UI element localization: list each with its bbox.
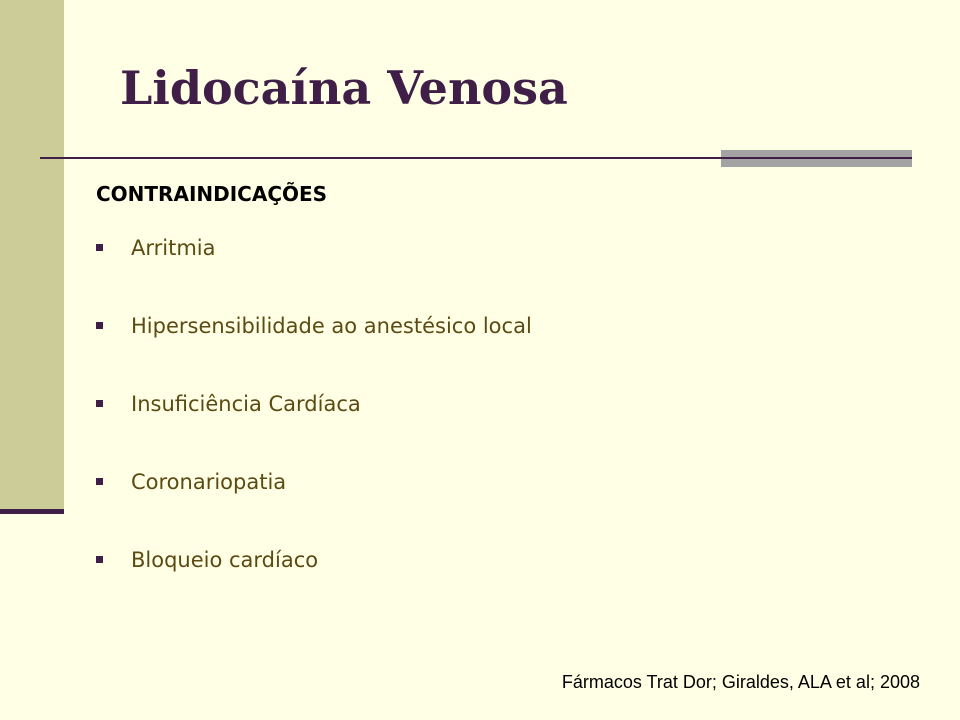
bullet-item xyxy=(96,538,532,616)
section-heading: CONTRAINDICAÇÕES xyxy=(96,182,328,206)
left-decorative-band xyxy=(0,0,64,510)
bullet-text: Bloqueio cardíaco xyxy=(131,548,319,572)
bullet-text: Hipersensibilidade ao anestésico local xyxy=(131,314,532,338)
title-divider-line xyxy=(40,157,912,159)
bullet-item xyxy=(96,304,532,382)
bullet-list xyxy=(96,226,532,616)
slide-title: Lidocaína Venosa xyxy=(120,61,568,115)
square-bullet-icon xyxy=(96,478,103,485)
square-bullet-icon xyxy=(96,244,103,251)
square-bullet-icon xyxy=(96,556,103,563)
bullet-item xyxy=(96,382,532,460)
left-accent-bar xyxy=(0,509,64,514)
citation-text: Fármacos Trat Dor; Giraldes, ALA et al; 2008 xyxy=(561,672,920,692)
bullet-text: Arritmia xyxy=(131,236,216,260)
bullet-text: Insuficiência Cardíaca xyxy=(131,392,361,416)
bullet-item xyxy=(96,460,532,538)
bullet-text: Coronariopatia xyxy=(131,470,287,494)
square-bullet-icon xyxy=(96,322,103,329)
bullet-item xyxy=(96,226,532,304)
square-bullet-icon xyxy=(96,400,103,407)
